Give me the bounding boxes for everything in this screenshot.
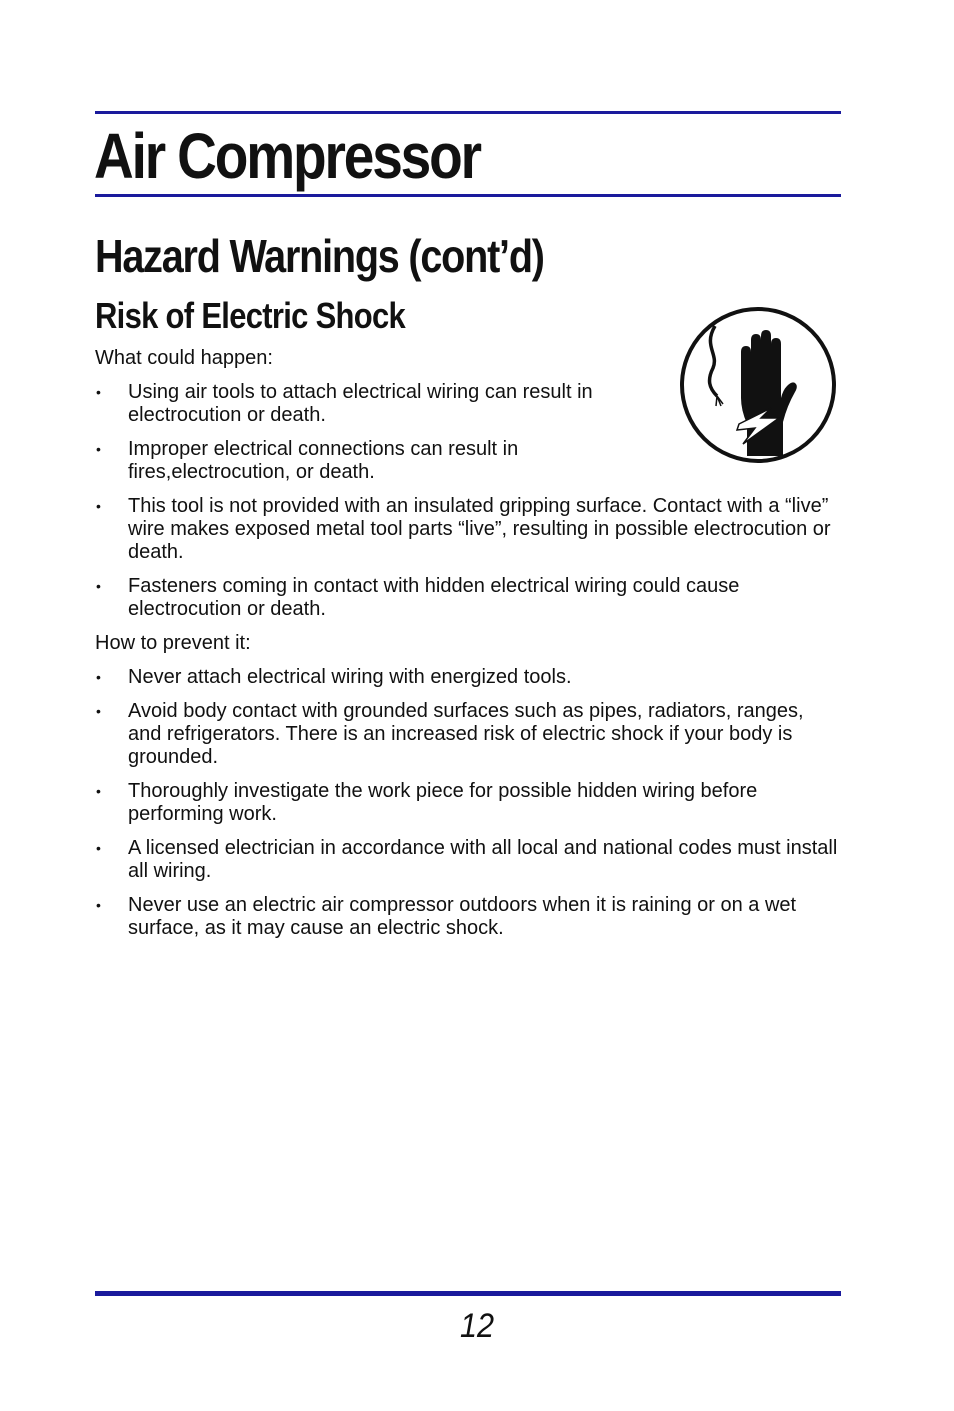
bullet-icon: • [96, 441, 101, 457]
bullet-icon: • [96, 783, 101, 799]
footer-rule [95, 1291, 841, 1296]
list-item [95, 495, 841, 564]
list-item-text: Improper electrical connections can result in fires,electrocution, or death. [128, 438, 519, 483]
list-item-text: Avoid body contact with grounded surfaces such as pipes, radiators, ranges, and refrigerators. There is an increased risk of electric shock if your body is grounded. [128, 700, 804, 768]
how-to-prevent-list [95, 666, 841, 940]
what-could-happen-label: What could happen: [95, 347, 273, 369]
list-item [95, 438, 608, 484]
document-title: Air Compressor [94, 120, 480, 192]
how-to-prevent-label: How to prevent it: [95, 632, 251, 654]
list-item [95, 666, 841, 689]
list-item-text: Never use an electric air compressor outdoors when it is raining or on a wet surface, as it may cause an electric shock. [128, 894, 797, 939]
list-item [95, 780, 841, 826]
list-item-text: A licensed electrician in accordance with all local and national codes must install all wiring. [128, 837, 838, 882]
list-item-text: Using air tools to attach electrical wiring can result in electrocution or death. [128, 381, 593, 426]
section-subtitle: Risk of Electric Shock [95, 295, 406, 336]
header-bottom-rule [95, 194, 841, 197]
list-item-text: Thoroughly investigate the work piece for possible hidden wiring before performing work. [128, 780, 758, 825]
bullet-icon: • [96, 840, 101, 856]
section-title: Hazard Warnings (cont’d) [95, 230, 544, 282]
bullet-icon: • [96, 384, 101, 400]
page-number: 12 [459, 1307, 495, 1345]
list-item [95, 575, 841, 621]
what-could-happen-list [95, 381, 841, 621]
list-item [95, 700, 841, 769]
hazard-content [95, 347, 841, 951]
list-item-text: This tool is not provided with an insulated gripping surface. Contact with a “live” wire makes exposed metal tool parts “live”, resulting in possible electrocution or death. [128, 495, 831, 563]
bullet-icon: • [96, 578, 101, 594]
list-item-text: Fasteners coming in contact with hidden electrical wiring could cause electrocution or death. [128, 575, 740, 620]
bullet-icon: • [96, 897, 101, 913]
list-item [95, 894, 841, 940]
list-item-text: Never attach electrical wiring with energized tools. [128, 666, 572, 688]
list-item [95, 381, 648, 427]
header-top-rule [95, 111, 841, 114]
bullet-icon: • [96, 498, 101, 514]
bullet-icon: • [96, 669, 101, 685]
bullet-icon: • [96, 703, 101, 719]
list-item [95, 837, 841, 883]
